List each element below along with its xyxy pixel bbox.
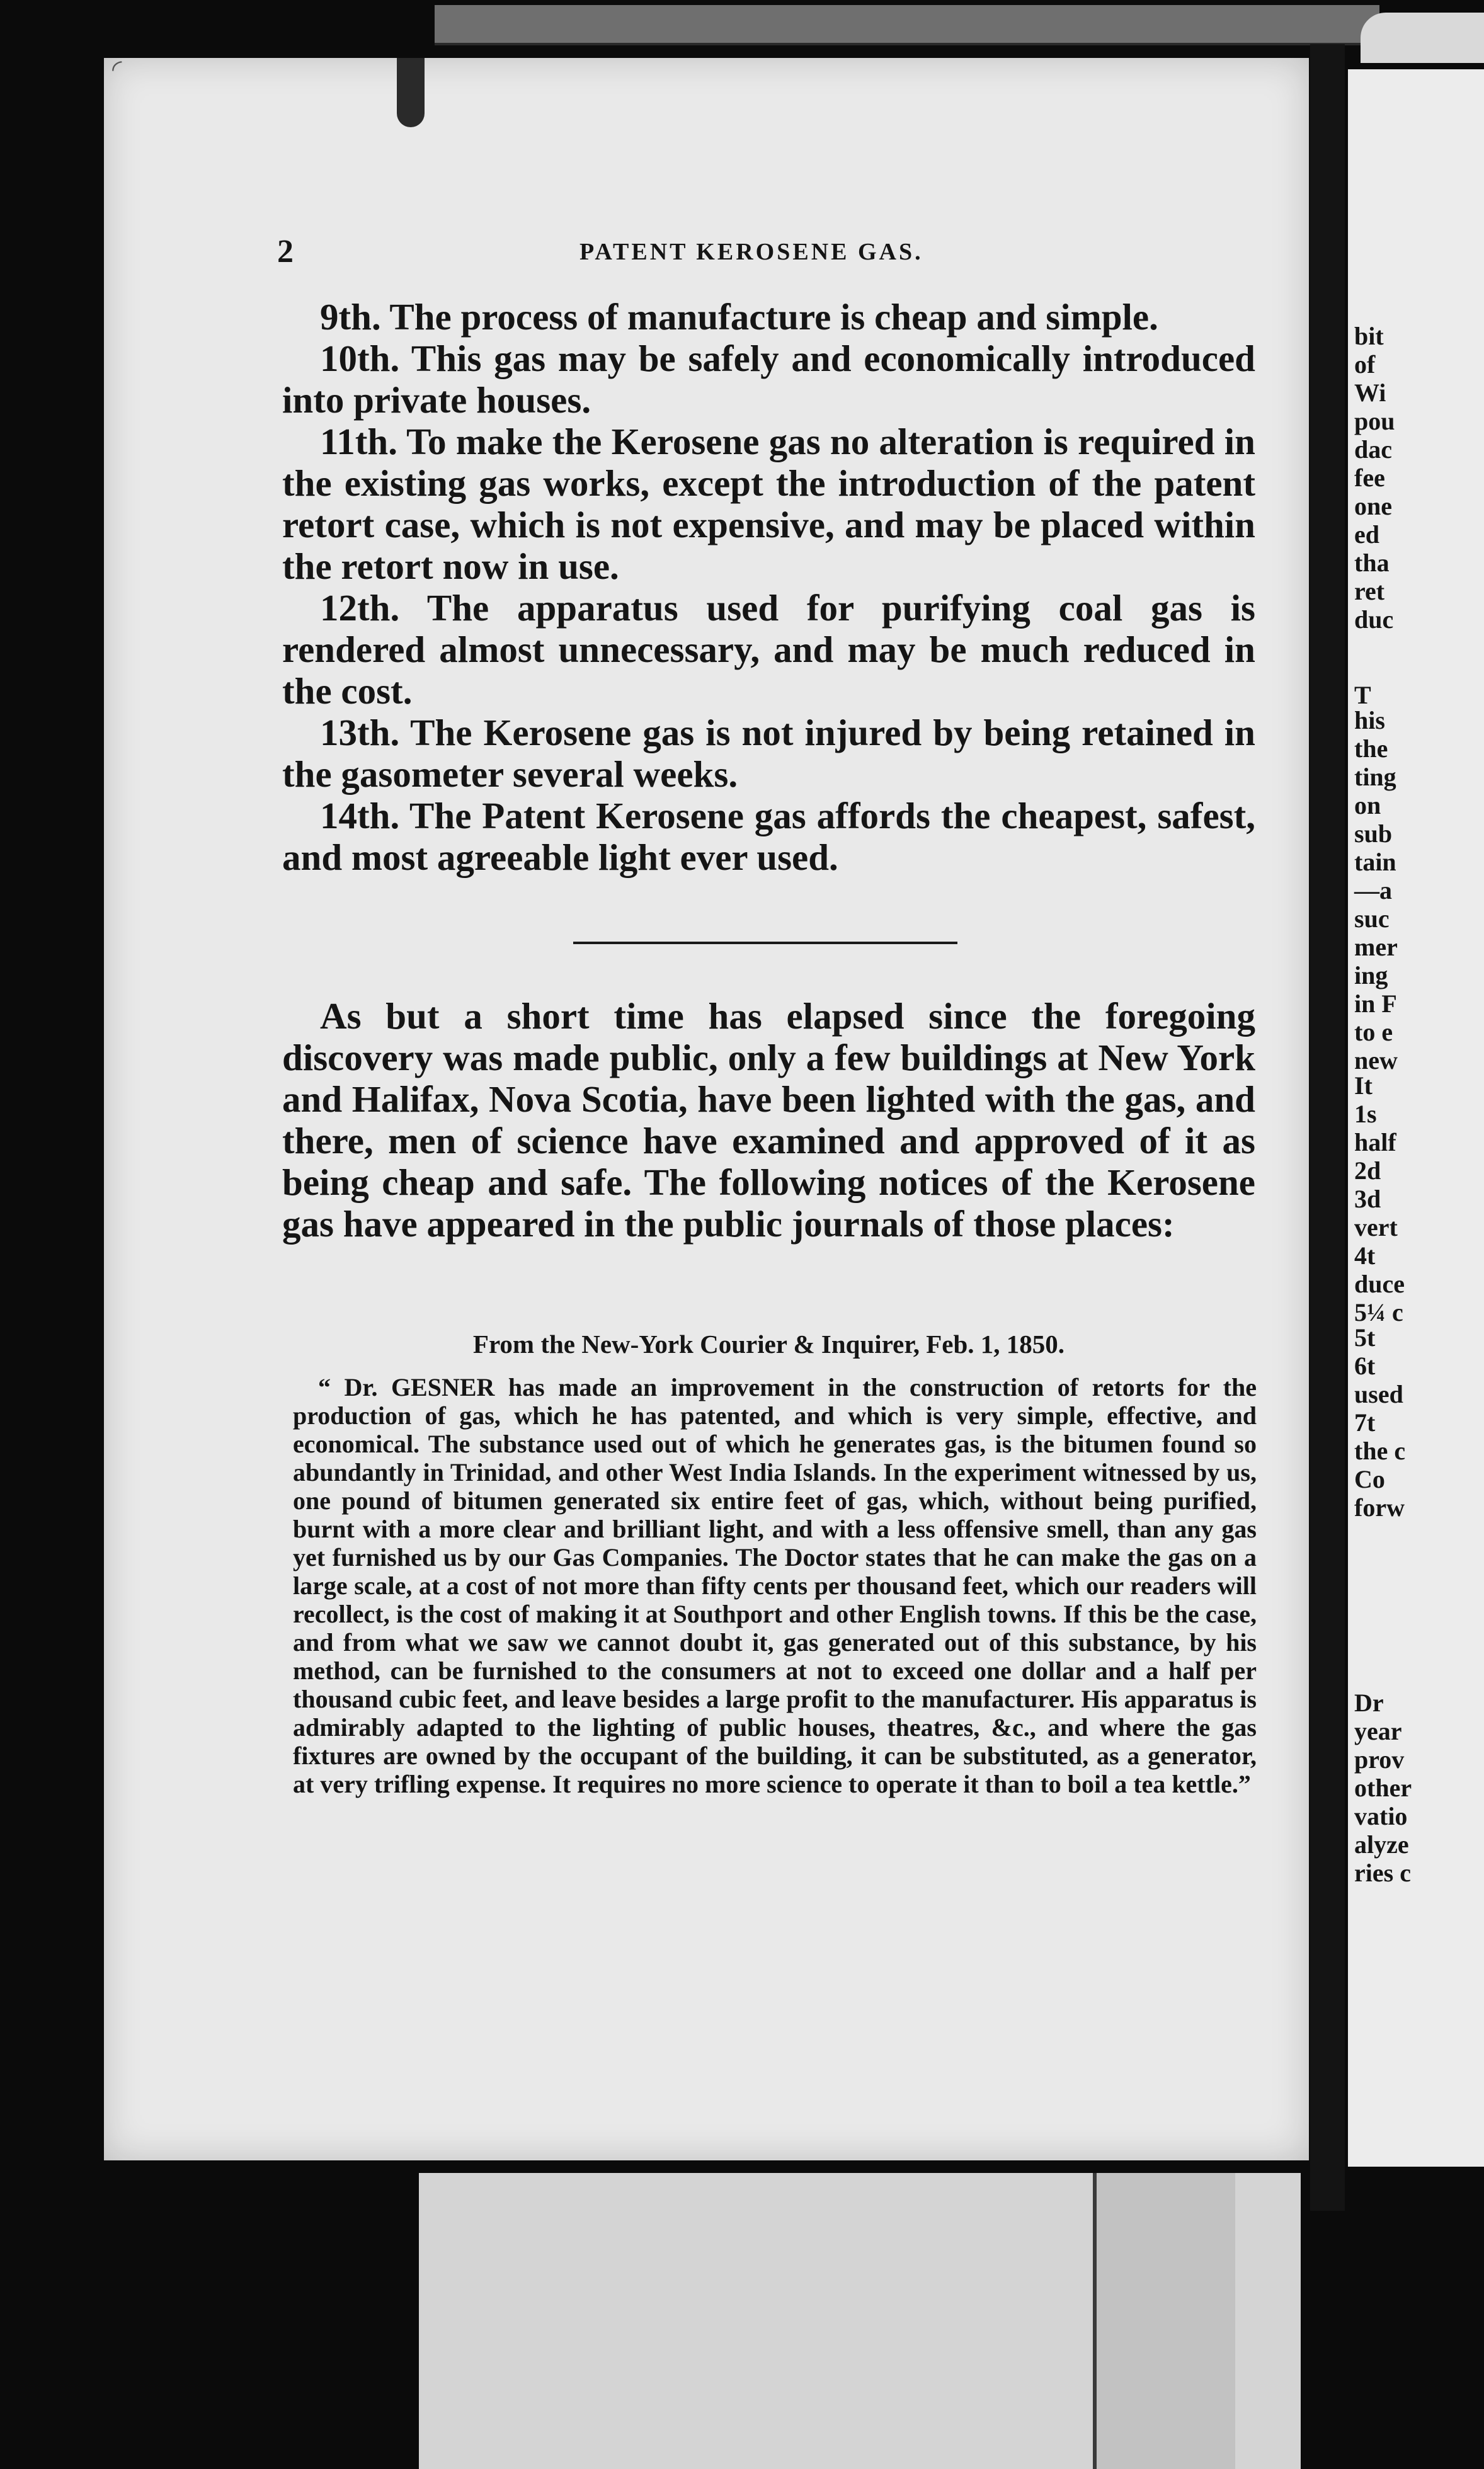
right-page-fragment: duce xyxy=(1354,1270,1405,1298)
right-page-fragment: half xyxy=(1354,1128,1396,1156)
list-item: 9th. The process of manufacture is cheap and simple. xyxy=(320,296,1158,338)
newspaper-quote xyxy=(293,1373,1257,1798)
list-item: 12th. The apparatus used for purifying coal gas is rendered almost unnecessary, and may be much reduced in the cost. xyxy=(282,587,1255,712)
right-page-fragment: suc xyxy=(1354,904,1390,933)
right-page-fragment: 3d xyxy=(1354,1185,1381,1213)
right-page-fragment: —a xyxy=(1354,876,1392,904)
right-page-fragment: the xyxy=(1354,734,1388,763)
right-page-fragment: Dr xyxy=(1354,1689,1384,1717)
list-item: 10th. This gas may be safely and economically introduced into private houses. xyxy=(282,338,1255,421)
right-page-fragment: fee xyxy=(1354,464,1385,492)
right-page-edge xyxy=(1348,69,1484,2167)
right-page-fragment: ret xyxy=(1354,577,1385,605)
right-page-fragment: pou xyxy=(1354,407,1395,435)
right-page-fragment: ting xyxy=(1354,763,1396,791)
right-page-fragment: T xyxy=(1354,681,1371,709)
right-page-fragment: 6t xyxy=(1354,1352,1376,1380)
list-item: 13th. The Kerosene gas is not injured by being retained in the gasometer several weeks. xyxy=(282,712,1255,795)
right-page-fragment: 1s xyxy=(1354,1100,1377,1128)
list-item: 14th. The Patent Kerosene gas affords the cheapest, safest, and most agreeable light ever used. xyxy=(282,795,1255,878)
page-header xyxy=(277,233,1260,271)
right-page-fragment: one xyxy=(1354,492,1392,520)
right-page-fragment: new xyxy=(1354,1046,1398,1075)
scan-background-corner xyxy=(1361,13,1484,63)
right-page-fragment: duc xyxy=(1354,605,1394,634)
right-page-fragment: used xyxy=(1354,1380,1403,1408)
numbered-list xyxy=(282,296,1255,878)
right-page-fragment: the c xyxy=(1354,1437,1406,1465)
quote-citation: From the New-York Courier & Inquirer, Feb. 1, 1850. xyxy=(472,1330,1065,1359)
right-page-fragment: 5t xyxy=(1354,1323,1376,1352)
list-item: 11th. To make the Kerosene gas no alteration is required in the existing gas works, except the introduction of the patent retort case, which is not expensive, and may be placed within the retort now in use. xyxy=(282,421,1255,587)
right-page-fragment: sub xyxy=(1354,819,1393,848)
right-page-fragment: It xyxy=(1354,1071,1373,1100)
right-page-fragment: 2d xyxy=(1354,1156,1381,1185)
right-page-fragment: to e xyxy=(1354,1018,1393,1046)
right-page-fragment: tain xyxy=(1354,848,1396,876)
book-binding-gutter xyxy=(1310,44,1345,2211)
right-page-fragment: dac xyxy=(1354,435,1392,464)
right-page-fragment: year xyxy=(1354,1717,1402,1745)
right-page-fragment: 4t xyxy=(1354,1241,1376,1270)
right-page-fragment: Wi xyxy=(1354,379,1386,407)
page-number: 2 xyxy=(277,234,294,270)
scan-background-strip xyxy=(435,5,1379,45)
right-page-fragment: in F xyxy=(1354,989,1397,1018)
right-page-fragment: 5¼ c xyxy=(1354,1298,1403,1326)
right-page-fragment: bit xyxy=(1354,322,1384,350)
page-corner-curl: ◜ xyxy=(112,55,122,83)
page-underside-shadow xyxy=(1093,2173,1235,2469)
right-page-fragment: mer xyxy=(1354,933,1398,961)
right-page-fragment: vert xyxy=(1354,1213,1398,1241)
quote-text: “ Dr. GESNER has made an improvement in the construction of retorts for the production of gas, which he has patented, and which is very simple, effective, and economical. The substance used out of which he generates gas, is the bitumen found so abundantly in Trinidad, and other West India Islands. In the experiment witnessed by us, one pound of bitumen generated six entire feet of gas, which, without being purified, burnt with a more clear and brilliant light, and with a less offensive smell, than any gas yet furnished us by our Gas Companies. The Doctor states that he can make the gas on a large scale, at a cost of not more than fifty cents per thousand feet, which our readers will recollect, is the cost of making it at Southport and other English towns. If this be the case, and from what we saw we cannot doubt it, gas generated out of this substance, by his method, can be furnished to the consumers at not to exceed one dollar and a half per thousand cubic feet, and leave besides a large profit to the manufacturer. His apparatus is admirably adapted to the lighting of public houses, theatres, &c., and where the gas fixtures are owned by the occupant of the building, it can be substituted, as a generator, at very trifling expense. It requires no more science to operate it than to boil a tea kettle.” xyxy=(293,1373,1257,1798)
right-page-fragment: forw xyxy=(1354,1493,1405,1522)
running-title: PATENT KEROSENE GAS. xyxy=(579,239,923,265)
right-page-fragment: ries c xyxy=(1354,1859,1411,1887)
section-divider xyxy=(573,942,957,944)
paragraph-text: As but a short time has elapsed since the foregoing discovery was made public, only a few buildings at New York and Halifax, Nova Scotia, have been lighted with the gas, and there, men of science have examined and approved of it as being cheap and safe. The following notices of the Kerosene gas have appeared in the public journals of those places: xyxy=(282,995,1255,1245)
right-page-fragment: 7t xyxy=(1354,1408,1376,1437)
right-page-fragment: vatio xyxy=(1354,1802,1408,1830)
right-page-fragment: his xyxy=(1354,706,1385,734)
right-page-fragment: tha xyxy=(1354,549,1390,577)
right-page-fragment: on xyxy=(1354,791,1381,819)
right-page-fragment: Co xyxy=(1354,1465,1385,1493)
right-page-fragment: ing xyxy=(1354,961,1388,989)
right-page-fragment: other xyxy=(1354,1774,1412,1802)
page-clip-shadow xyxy=(397,58,425,127)
body-paragraph xyxy=(282,995,1255,1245)
right-page-fragment: of xyxy=(1354,350,1376,379)
right-page-fragment: ed xyxy=(1354,520,1379,549)
right-page-fragment: alyze xyxy=(1354,1830,1409,1859)
right-page-fragment: prov xyxy=(1354,1745,1405,1774)
